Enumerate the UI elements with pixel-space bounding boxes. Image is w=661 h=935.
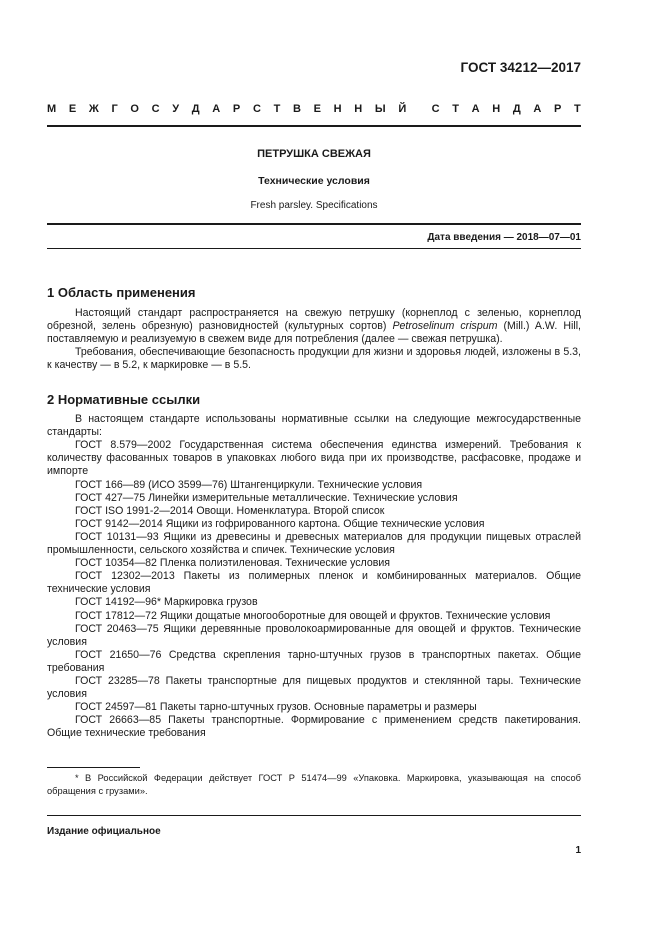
reference-item: ГОСТ 14192—96* Маркировка грузов xyxy=(75,596,258,609)
banner-letter: Ж xyxy=(88,103,99,115)
banner-letter: А xyxy=(471,103,480,115)
gost-number: ГОСТ 34212—2017 xyxy=(460,60,581,75)
banner-letter: Р xyxy=(553,103,562,115)
banner-letter: О xyxy=(130,103,139,115)
section-1-heading: 1 Область применения xyxy=(47,285,196,300)
reference-item: ГОСТ ISO 1991-2—2014 Овощи. Номенклатура. Второй список xyxy=(75,504,385,517)
banner-letter: Е xyxy=(68,103,77,115)
interstate-standard-banner xyxy=(47,103,581,115)
reference-item: ГОСТ 21650—76 Средства скрепления тарно-штучных грузов в транспортных пакетах. Общие требования xyxy=(47,648,581,674)
section-scope xyxy=(47,286,581,373)
footnote-rule xyxy=(47,767,140,768)
banner-letter: М xyxy=(47,103,57,115)
title-rule xyxy=(47,223,581,225)
section-normative-references xyxy=(47,393,581,740)
scope-text-b: (Mill.) A.W. Hill, поставляемую и реализуемую в свежем виде для потребления (далее — свежая петрушка). xyxy=(47,320,581,346)
scope-paragraph-2: Требования, обеспечивающие безопасность продукции для жизни и здоровья людей, изложены в 5.3, к качеству — в 5.2, к маркировке — в 5.5. xyxy=(47,346,581,372)
page-number: 1 xyxy=(575,845,581,856)
footer-rule xyxy=(47,815,581,816)
document-title: ПЕТРУШКА СВЕЖАЯ xyxy=(257,148,371,160)
banner-letter: С xyxy=(431,103,440,115)
banner-letter: Т xyxy=(452,103,459,115)
banner-letter: Н xyxy=(333,103,342,115)
species-name: Petroselinum crispum xyxy=(392,320,498,333)
english-title: Fresh parsley. Specifications xyxy=(250,200,378,211)
official-edition-label: Издание официальное xyxy=(47,826,161,837)
banner-letter: Н xyxy=(354,103,363,115)
banner-letter: А xyxy=(212,103,221,115)
reference-item: ГОСТ 10354—82 Пленка полиэтиленовая. Технические условия xyxy=(75,557,391,570)
reference-list xyxy=(47,439,581,740)
references-intro: В настоящем стандарте использованы нормативные ссылки на следующие межгосударственные стандарты: xyxy=(47,413,581,439)
banner-letter: Т xyxy=(574,103,581,115)
date-rule xyxy=(47,248,581,249)
reference-item: ГОСТ 20463—75 Ящики деревянные проволокоармированные для овощей и фруктов. Технические условия xyxy=(47,622,581,648)
document-subtitle: Технические условия xyxy=(258,175,370,187)
footnote-text: * В Российской Федерации действует ГОСТ Р 51474—99 «Упаковка. Маркировка, указывающая на способ обращения с грузами». xyxy=(47,773,581,796)
reference-item: ГОСТ 9142—2014 Ящики из гофрированного картона. Общие технические условия xyxy=(75,517,485,530)
reference-item: ГОСТ 26663—85 Пакеты транспортные. Формирование с применением средств пакетирования. Общие технические требования xyxy=(47,714,581,740)
header-rule xyxy=(47,125,581,127)
banner-letter: Н xyxy=(492,103,501,115)
banner-letter: С xyxy=(151,103,160,115)
scope-paragraph-1 xyxy=(47,307,581,346)
banner-letter: Д xyxy=(512,103,521,115)
footnote xyxy=(47,772,581,797)
banner-letter: Р xyxy=(232,103,241,115)
section-2-heading: 2 Нормативные ссылки xyxy=(47,392,201,407)
reference-item: ГОСТ 427—75 Линейки измерительные металлические. Технические условия xyxy=(75,491,458,504)
banner-letter: Е xyxy=(313,103,321,115)
introduction-date: Дата введения — 2018—07—01 xyxy=(427,232,581,243)
banner-letter: Т xyxy=(273,103,281,115)
banner-letter: Й xyxy=(398,103,407,115)
reference-item: ГОСТ 166—89 (ИСО 3599—76) Штангенциркули. Технические условия xyxy=(75,478,423,491)
banner-letter: В xyxy=(292,103,301,115)
reference-item: ГОСТ 12302—2013 Пакеты из полимерных пленок и комбинированных материалов. Общие технические условия xyxy=(47,570,581,596)
reference-item: ГОСТ 24597—81 Пакеты тарно-штучных грузов. Основные параметры и размеры xyxy=(75,701,477,714)
banner-letter: У xyxy=(172,103,180,115)
reference-item: ГОСТ 8.579—2002 Государственная система обеспечения единства измерений. Требования к количеству фасованных товаров в упаковках любого вида при их производстве, расфасовке, продаже и импорте xyxy=(47,439,581,478)
banner-letter: Ы xyxy=(374,103,386,115)
banner-letter: Г xyxy=(111,103,118,115)
banner-letter: С xyxy=(252,103,261,115)
reference-item: ГОСТ 23285—78 Пакеты транспортные для пищевых продуктов и стеклянной тары. Технические условия xyxy=(47,674,581,701)
scope-text-a: Настоящий стандарт распространяется на свежую петрушку (корнеплод с зеленью, корнеплод обрезной, зелень обрезную) разновидностей (культурных сортов) xyxy=(47,307,581,333)
reference-item: ГОСТ 10131—93 Ящики из древесины и древесных материалов для продукции пищевых отраслей промышленности, сельского хозяйства и спичек. Технические условия xyxy=(47,530,581,557)
banner-letter: Д xyxy=(191,103,200,115)
banner-letter: А xyxy=(533,103,542,115)
reference-item: ГОСТ 17812—72 Ящики дощатые многооборотные для овощей и фруктов. Технические условия xyxy=(75,609,551,622)
